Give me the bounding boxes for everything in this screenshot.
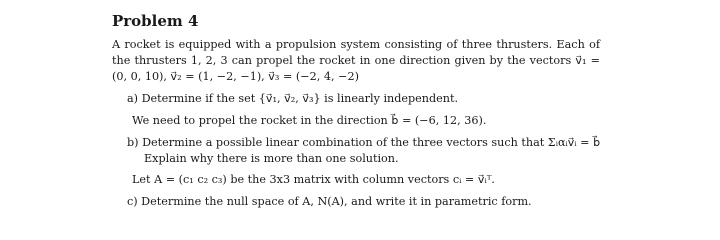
part-b-question-line-2: Explain why there is more than one solution. <box>144 152 399 165</box>
intro-line-3: (0, 0, 10), v⃗₂ = (1, −2, −1), v⃗₃ = (−2, 4, −2) <box>112 70 359 83</box>
matrix-definition: Let A = (c₁ c₂ c₃) be the 3x3 matrix with column vectors cᵢ = v⃗ᵢᵀ. <box>132 173 495 186</box>
part-b-question-line-1: b) Determine a possible linear combination of the three vectors such that Σᵢαᵢv⃗ᵢ = b⃗ <box>127 136 601 149</box>
direction-statement: We need to propel the rocket in the direction b⃗ = (−6, 12, 36). <box>132 114 487 127</box>
problem-title: Problem 4 <box>112 12 199 30</box>
part-a-question: a) Determine if the set {v⃗₁, v⃗₂, v⃗₃} is linearly independent. <box>127 92 459 105</box>
intro-line-1: A rocket is equipped with a propulsion system consisting of three thrusters. Each of <box>112 38 600 51</box>
part-c-question: c) Determine the null space of A, N(A), and write it in parametric form. <box>127 195 532 208</box>
intro-line-2: the thrusters 1, 2, 3 can propel the rocket in one direction given by the vectors v⃗₁ = <box>112 54 600 67</box>
